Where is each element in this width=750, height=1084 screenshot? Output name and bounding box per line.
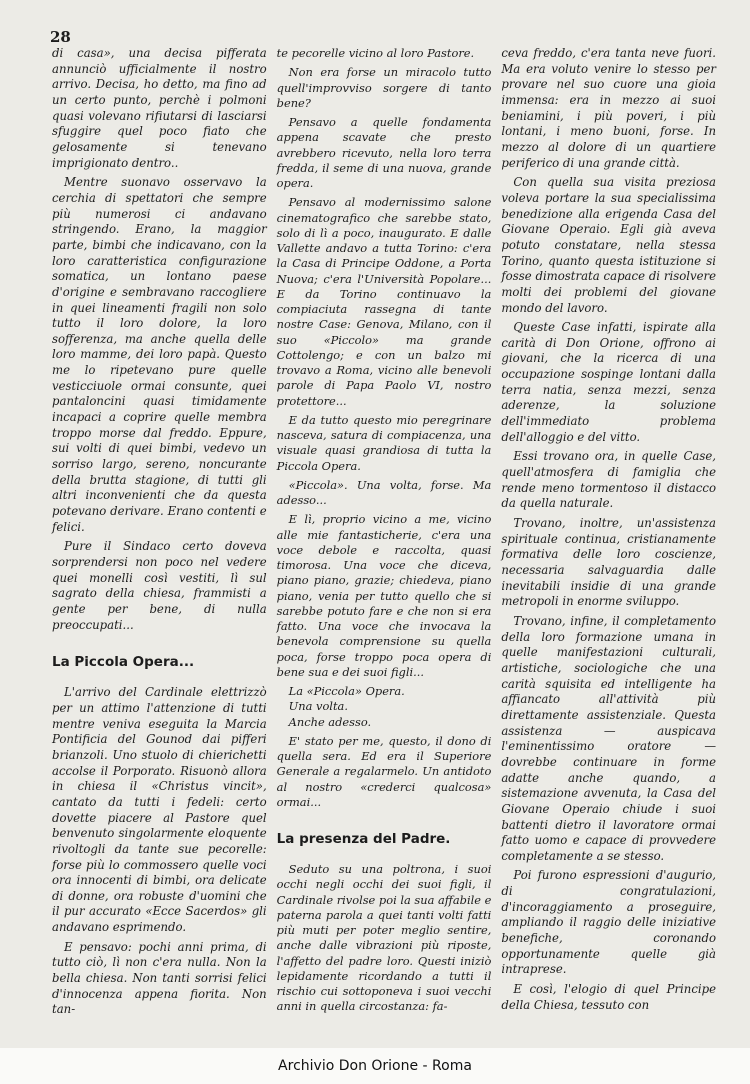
paragraph: te pecorelle vicino al loro Pastore. bbox=[276, 46, 475, 60]
column-3 bbox=[501, 46, 716, 1031]
paragraph: Seduto su una poltrona, i suoi occhi negli occhi dei suoi figli, il Cardinale rivolse poi la sua affabile e paterna parola a quei tanti volti fatti più muti per poter meglio sentire, anche dalle vibrazioni più riposte, l'affetto del padre loro. Questi iniziò lepidamente ricordando a tutti il rischio cui sottoponeva i suoi vecchi anni in quella circostanza: fa- bbox=[276, 862, 492, 1014]
paragraph: «Piccola». Una volta, forse. Ma adesso... bbox=[276, 477, 492, 507]
paragraph: E' stato per me, questo, il dono di quella sera. Ed era il Superiore Generale a regalarmelo. Un antidoto al nostro «crederci qualcosa» ormai... bbox=[276, 733, 492, 809]
paragraph: E così, l'elogio di quel Principe della Chiesa, tessuto con bbox=[501, 982, 717, 1012]
paragraph: La «Piccola» Opera. bbox=[288, 684, 405, 698]
paragraph: E da tutto questo mio peregrinare nasceva, satura di compiacenza, una visuale quasi grandiosa di tutta la Piccola Opera. bbox=[276, 412, 492, 473]
paragraph: Trovano, infine, il completamento della loro formazione umana in quelle manifestazioni culturali, artistiche, sociologiche che una carità squisita ed intelligente ha affiancato all'attività più direttamente assistenziale. Questa assistenza — auspicava l'eminentissimo oratore — dovrebbe continuare in forme adatte anche quando, a sistemazione avvenuta, la Casa del Giovane Operaio chiude i suoi battenti dietro il lavoratore ormai fatto uomo e capace di provvedere completamente a se stesso. bbox=[501, 613, 717, 863]
paragraph: Essi trovano ora, in quelle Case, quell'atmosfera di famiglia che rende meno tormentoso il distacco da quella naturale. bbox=[501, 449, 717, 511]
section-heading-presenza-del-padre: La presenza del Padre. bbox=[276, 831, 451, 847]
paragraph: Anche adesso. bbox=[288, 714, 372, 729]
paragraph: Pensavo al modernissimo salone cinematografico che sarebbe stato, solo di lì a poco, inaugurato. E dalle Vallette andavo a tutta Torino: c'era la Casa di Principe Oddone, a Porta Nuova; c'era l'Università Popolare... E da Torino continuavo la compiaciuta rassegna di tante nostre Case: Genova, Milano, con il suo «Piccolo» ma grande Cottolengo; e con un balzo mi trovavo a Roma, vicino alle benevoli parole di Papa Paolo VI, nostro protettore... bbox=[276, 195, 492, 408]
paragraph: Pure il Sindaco certo doveva sorprendersi non poco nel vedere quei monelli così vestiti, lì sul sagrato della chiesa, frammisti a gente per bene, di nulla preoccupati... bbox=[52, 539, 267, 632]
paragraph: L'arrivo del Cardinale elettrizzò per un attimo l'attenzione di tutti mentre veniva eseguita la Marcia Pontificia del Gounod dai pifferi brianzoli. Uno stuolo di chierichetti accolse il Porporato. Risuonò allora in chiesa il «Christus vincit», cantato da tutti i fedeli: certo dovette piacere al Pastore quel benvenuto singolarmente eloquente rivoltogli da tante sue pecorelle: forse più lo commossero quelle voci ora innocenti di bimbi, ora delicate di donne, ora robuste d'uomini che il pur accurato «Ecce Sacerdos» gli andavano esprimendo. bbox=[52, 685, 267, 935]
paragraph: Queste Case infatti, ispirate alla carità di Don Orione, offrono ai giovani, che la ricerca di una occupazione sospinge lontani dalla terra natia, senza mezzi, senza aderenze, la soluzione dell'immediato problema dell'alloggio e del vitto. bbox=[501, 320, 717, 444]
paragraph: E pensavo: pochi anni prima, di tutto ciò, lì non c'era nulla. Non la bella chiesa. Non tanti sorrisi felici d'innocenza appena fiorita. Non tan- bbox=[52, 939, 267, 1017]
paragraph: Poi furono espressioni d'augurio, di congratulazioni, d'incoraggiamento a proseguire, ampliando il raggio delle iniziative benefiche, coronando opportunamente quelle già intraprese. bbox=[501, 868, 717, 977]
column-1 bbox=[52, 46, 267, 1031]
section-heading-piccola-opera: La Piccola Opera... bbox=[52, 654, 195, 671]
page-number: 28 bbox=[50, 28, 71, 46]
column-2 bbox=[277, 46, 492, 1031]
archive-footer: Archivio Don Orione - Roma bbox=[0, 1048, 750, 1084]
paragraph: Trovano, inoltre, un'assistenza spirituale continua, cristianamente formativa delle loro coscienze, necessaria salvaguardia dalle inevitabili insidie di una grande metropoli in enorme sviluppo. bbox=[501, 516, 717, 609]
paragraph: Pensavo a quelle fondamenta appena scavate che presto avrebbero ricevuto, nella loro terra fredda, il seme di una nuova, grande opera. bbox=[276, 115, 492, 190]
paragraph: Una volta. bbox=[288, 699, 348, 714]
paragraph: E lì, proprio vicino a me, vicino alle mie fantasticherie, c'era una voce debole e raccolta, quasi timorosa. Una voce che diceva, piano piano, grazie; chiedeva, piano piano, venia per tutto quello che si sarebbe potuto fare e che non si era fatto. Una voce che invocava la benevola comprensione su quella poca, forse troppo poca opera di bene sua e dei suoi figli... bbox=[276, 512, 492, 679]
paragraph: ceva freddo, c'era tanta neve fuori. Ma era voluto venire lo stesso per provare nel suo cuore una gioia immensa: era in mezzo ai suoi beniamini, i più poveri, i più lontani, i meno buoni, forse. In mezzo al dolore di un quartiere periferico di una grande città. bbox=[501, 46, 717, 170]
paragraph: Con quella sua visita preziosa voleva portare la sua specialissima benedizione alla erigenda Casa del Giovane Operaio. Egli già aveva potuto constatare, nella stessa Torino, quanto questa istituzione si fosse dimostrata capace di risolvere molti dei problemi del giovane mondo del lavoro. bbox=[501, 175, 717, 315]
paragraph: Non era forse un miracolo tutto quell'improvviso sorgere di tanto bene? bbox=[276, 65, 492, 110]
article-columns bbox=[52, 46, 716, 1031]
paragraph: di casa», una decisa pifferata annunciò ufficialmente il nostro arrivo. Decisa, ho detto, ma fino ad un certo punto, perchè i polmoni quasi volevano rifiutarsi di lasciarsi sfuggire quel poco fiato che gelosamente si tenevano imprigionato dentro.. bbox=[52, 46, 267, 170]
paragraph: Mentre suonavo osservavo la cerchia di spettatori che sempre più numerosi ci andavano stringendo. Erano, la maggior parte, bimbi che indicavano, con la loro caratteristica configurazione somatica, un lontano paese d'origine e sembravano raccogliere in quei lineamenti fragili non solo tutto il loro dolore, la loro sofferenza, ma anche quella delle loro mamme, dei loro papà. Questo me lo ripetevano pure quelle vesticciuole ormai consunte, quei pantaloncini quasi timidamente incapaci a coprire quelle membra troppo morse dal freddo. Eppure, sui volti di quei bimbi, vedevo un sorriso largo, sereno, noncurante della brutta stagione, di tutti gli altri inconvenienti che da questa potevano derivare. Erano contenti e felici. bbox=[52, 175, 267, 534]
